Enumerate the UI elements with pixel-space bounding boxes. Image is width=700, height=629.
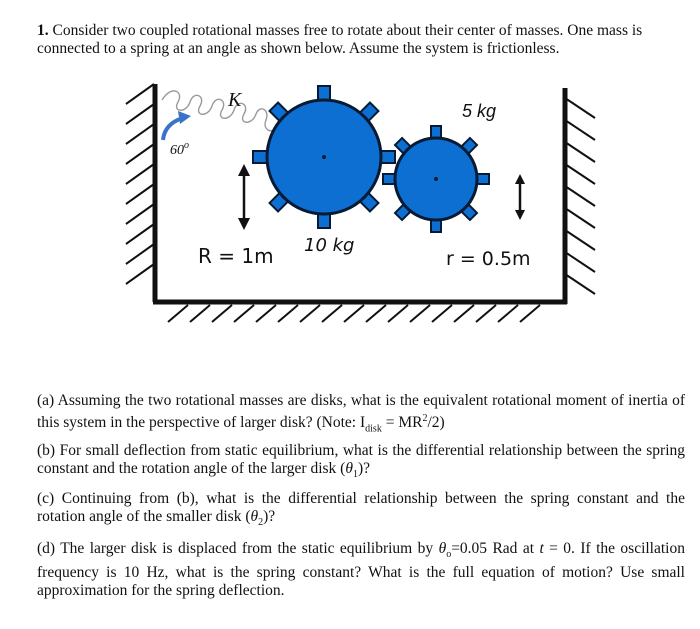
problem-intro-text: Consider two coupled rotational masses free to rotate about their center of masses. One mass is connected to a spring at an angle as shown below. Assume the system is frictionless. — [37, 22, 643, 57]
question-d — [37, 540, 685, 600]
question-a-label: (a) — [37, 392, 55, 409]
question-d-text3: = 0. If the oscillation frequency is 10 Hz, what is the spring constant? What is the full equation of motion? Use small approximation for the spring deflection. — [37, 540, 685, 600]
small-mass-label: 5 kg — [462, 101, 497, 121]
large-radius-arrow — [238, 164, 250, 230]
small-gear — [383, 126, 489, 232]
question-a — [37, 392, 685, 438]
angle-arc-arrowhead — [178, 111, 191, 124]
floor-hatch — [168, 305, 540, 322]
question-d-time: t — [539, 540, 544, 557]
question-d-text: The larger disk is displaced from the static equilibrium by — [60, 540, 439, 557]
large-gear — [253, 86, 395, 228]
question-a-text2: = MR — [381, 414, 423, 432]
question-c-symbol: θ — [250, 508, 259, 525]
question-c — [37, 490, 685, 532]
problem-number: 1. — [37, 22, 49, 39]
question-c-sub: 2 — [258, 517, 264, 529]
question-a-text3: /2) — [427, 414, 445, 432]
spring — [162, 91, 276, 131]
angle-label — [170, 140, 189, 158]
small-radius-label: r = 0.5m — [446, 248, 531, 270]
question-d-symbol: θ — [438, 540, 447, 557]
question-c-text2: )? — [263, 508, 276, 525]
angle-value: 60 — [170, 143, 184, 158]
question-a-sub: disk — [365, 423, 382, 435]
question-a-sup: 2 — [422, 413, 428, 424]
spring-label: K — [228, 89, 242, 111]
question-a-text: Assuming the two rotational masses are disks, what is the equivalent rotational moment of inertia of this system in the perspective of larger disk? (Note: I — [37, 392, 685, 432]
question-c-label: (c) — [37, 490, 55, 507]
question-b-sub: 1 — [352, 469, 358, 481]
question-b-label: (b) — [37, 442, 56, 459]
question-b-text: For small deflection from static equilibrium, what is the differential relationship between the spring constant and the rotation angle of the larger disk ( — [37, 442, 685, 477]
angle-degree-sup: o — [184, 140, 189, 151]
question-d-text2: =0.05 Rad at — [451, 540, 540, 557]
question-b — [37, 442, 685, 484]
question-d-label: (d) — [37, 540, 56, 557]
question-c-text: Continuing from (b), what is the differential relationship between the spring constant and the rotation angle of the smaller disk ( — [37, 490, 685, 525]
left-wall-hatch — [126, 84, 154, 284]
question-b-text2: )? — [357, 460, 370, 477]
right-wall-hatch — [565, 98, 595, 294]
large-radius-label: R = 1m — [198, 244, 274, 268]
large-mass-label: 10 kg — [304, 235, 355, 256]
question-b-symbol: θ — [345, 460, 353, 477]
small-radius-arrow — [515, 174, 525, 220]
question-d-sub: o — [446, 549, 452, 561]
